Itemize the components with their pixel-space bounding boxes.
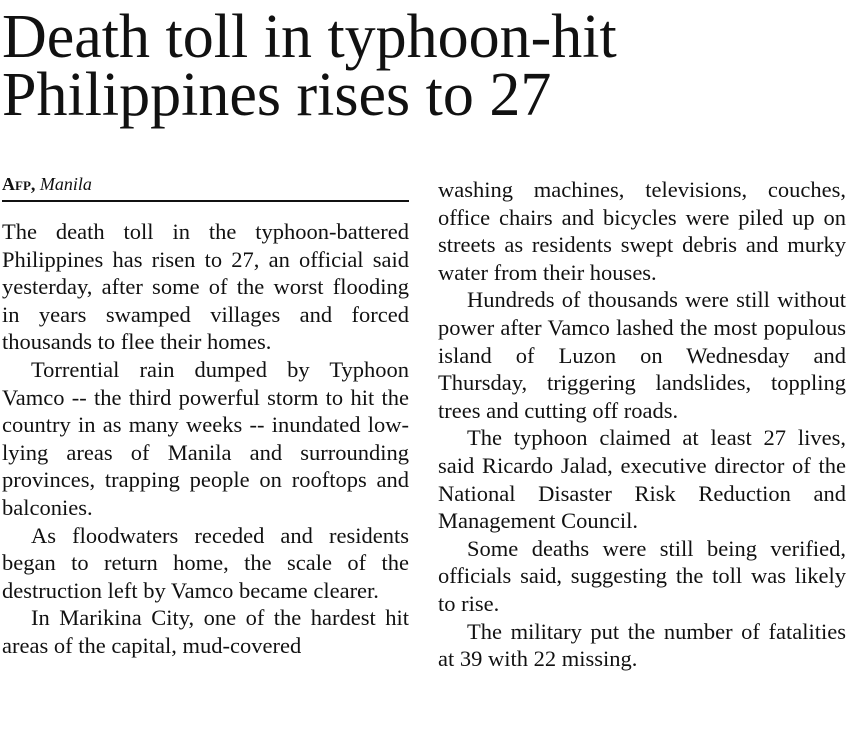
byline-agency: Afp, <box>2 174 36 194</box>
paragraph: Torrential rain dumped by Typhoon Vamco -- the third powerful storm to hit the country in as many weeks -- inundated low-lying areas of Manila and surrounding provinces, trapping people on rooftops and balconies. <box>2 356 409 520</box>
article-column-left <box>2 218 409 660</box>
byline <box>2 172 409 202</box>
byline-place: Manila <box>39 174 92 194</box>
headline-line-1: Death toll in typhoon-hit <box>2 3 617 71</box>
paragraph: In Marikina City, one of the hardest hit areas of the capital, mud-covered <box>2 605 409 658</box>
paragraph: washing machines, televisions, couches, office chairs and bicycles were piled up on streets as residents swept debris and murky water from their houses. <box>438 177 846 285</box>
paragraph: Some deaths were still being verified, officials said, suggesting the toll was likely to rise. <box>438 535 846 616</box>
headline <box>2 3 848 129</box>
paragraph: As floodwaters receded and residents began to return home, the scale of the destruction left by Vamco became clearer. <box>2 522 409 603</box>
paragraph: The death toll in the typhoon-battered Philippines has risen to 27, an official said yesterday, after some of the worst flooding in years swamped villages and forced thousands to flee their homes. <box>2 219 409 355</box>
paragraph: The military put the number of fatalities at 39 with 22 missing. <box>438 618 846 672</box>
paragraph: The typhoon claimed at least 27 lives, said Ricardo Jalad, executive director of the National Disaster Risk Reduction and Management Council. <box>438 425 846 534</box>
headline-line-2: Philippines rises to 27 <box>2 61 552 129</box>
paragraph: Hundreds of thousands were still without power after Vamco lashed the most populous island of Luzon on Wednesday and Thursday, triggering landslides, toppling trees and cutting off roads. <box>438 287 846 423</box>
article-column-right <box>438 176 846 673</box>
